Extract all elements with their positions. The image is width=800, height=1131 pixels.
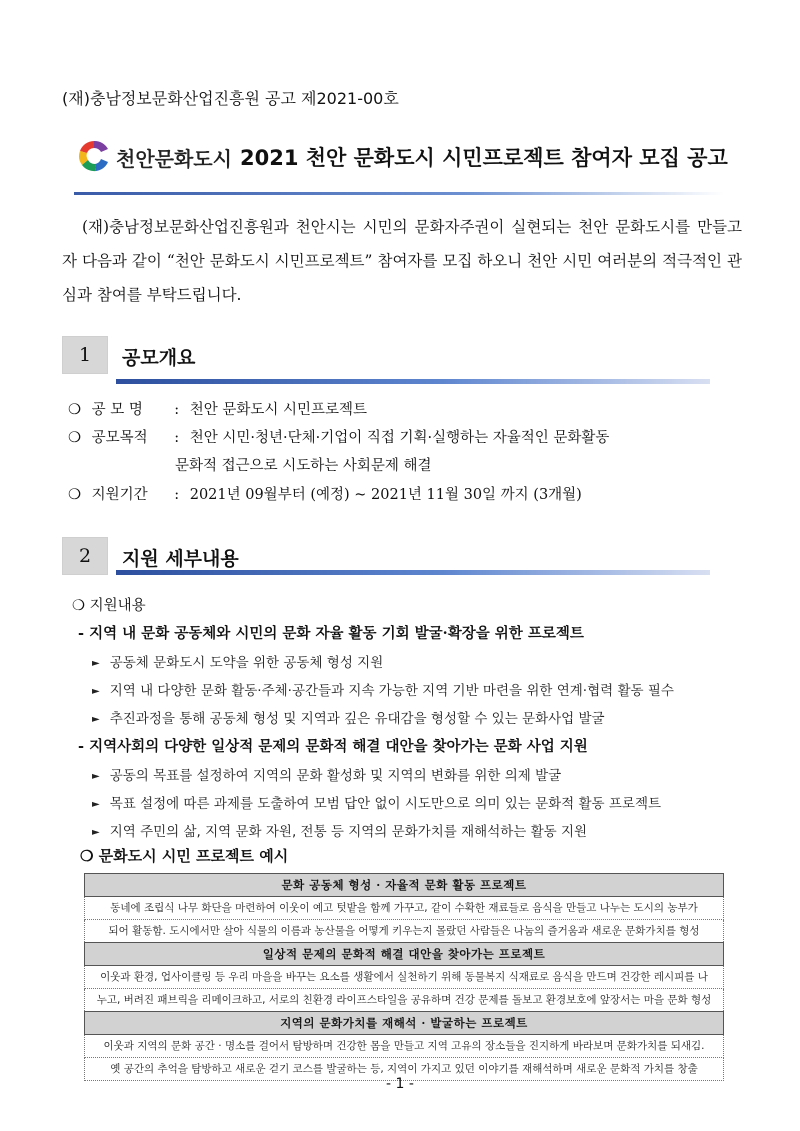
list-item: ► 지역 주민의 삶, 지역 문화 자원, 전통 등 지역의 문화가치를 재해석하는 활동 지원 [92, 824, 588, 840]
section-2-number: 2 [62, 537, 108, 575]
example-header: 일상적 문제의 문화적 해결 대안을 찾아가는 프로젝트 [85, 943, 724, 966]
list-item: ► 목표 설정에 따른 과제를 도출하여 모범 답안 없이 시도만으로 의미 있는 문화적 활동 프로젝트 [92, 796, 662, 812]
list-item: ► 공동체 문화도시 도약을 위한 공동체 형성 지원 [92, 655, 384, 671]
support-group-1-heading: - 지역 내 문화 공동체와 시민의 문화 자율 활동 기회 발굴·확장을 위한 프로젝트 [78, 625, 584, 642]
triangle-bullet-icon: ► [92, 714, 100, 725]
support-group-2-heading: - 지역사회의 다양한 일상적 문제의 문화적 해결 대안을 찾아가는 문화 사업 지원 [78, 738, 588, 755]
section-1-number: 1 [62, 336, 108, 374]
section-2-title: 지원 세부내용 [122, 548, 239, 570]
example-header: 지역의 문화가치를 재해석 · 발굴하는 프로젝트 [85, 1012, 724, 1035]
page-number: - 1 - [386, 1076, 414, 1092]
overview-item-purpose-line2: 문화적 접근으로 시도하는 사회문제 해결 [175, 458, 432, 474]
overview-item-purpose: ❍ 공모목적 : 천안 시민·청년·단체·기업이 직접 기획·실행하는 자율적인 문화활동 [68, 430, 610, 446]
support-label: ❍ 지원내용 [72, 598, 146, 614]
list-item: ► 추진과정을 통해 공동체 형성 및 지역과 깊은 유대감을 형성할 수 있는 문화사업 발굴 [92, 711, 605, 727]
example-table [84, 873, 724, 1081]
example-line: 동네에 조립식 나무 화단을 마련하여 이웃이 예고 텃밭을 함께 가꾸고, 같이 수확한 재료들로 음식을 만들고 나누는 도시의 농부가 [85, 897, 724, 920]
notice-number: (재)충남정보문화산업진흥원 공고 제2021-00호 [62, 89, 399, 108]
triangle-bullet-icon: ► [92, 686, 100, 697]
section-1-title: 공모개요 [122, 347, 196, 369]
list-item: ► 지역 내 다양한 문화 활동·주체·공간들과 지속 가능한 지역 기반 마련을 위한 연계·협력 활동 필수 [92, 683, 674, 699]
intro-paragraph [62, 210, 742, 312]
list-item: ► 공동의 목표를 설정하여 지역의 문화 활성화 및 지역의 변화를 위한 의제 발굴 [92, 768, 562, 784]
example-line: 누고, 버려진 패브릭을 리메이크하고, 서로의 친환경 라이프스타일을 공유하며 건강 문제를 돌보고 환경보호에 앞장서는 마을 문화 형성 [85, 989, 724, 1012]
example-header: 문화 공동체 형성 · 자율적 문화 활동 프로젝트 [85, 874, 724, 897]
title-divider [74, 192, 724, 195]
triangle-bullet-icon: ► [92, 827, 100, 838]
example-line: 이웃과 환경, 업사이클링 등 우리 마을을 바꾸는 요소를 생활에서 실천하기 위해 동물복지 식재료로 음식을 만드며 건강한 레시피를 나 [85, 966, 724, 989]
triangle-bullet-icon: ► [92, 799, 100, 810]
example-line: 이웃과 지역의 문화 공간 · 명소를 걸어서 탐방하며 건강한 몸을 만들고 지역 고유의 장소들을 진지하게 바라보며 문화가치를 되새김. [85, 1035, 724, 1058]
example-line: 되어 활동함. 도시에서만 살아 식물의 이름과 농산물을 어떻게 키우는지 몰랐던 사람들은 나눔의 즐거움과 새로운 문화가치를 형성 [85, 920, 724, 943]
triangle-bullet-icon: ► [92, 658, 100, 669]
overview-item-period: ❍ 지원기간 : 2021년 09월부터 (예정) ~ 2021년 11월 30일 까지 (3개월) [68, 487, 582, 503]
example-label: ❍ 문화도시 시민 프로젝트 예시 [80, 847, 289, 865]
logo-text: 천안문화도시 [116, 147, 232, 171]
triangle-bullet-icon: ► [92, 771, 100, 782]
page-title: 2021 천안 문화도시 시민프로젝트 참여자 모집 공고 [240, 146, 728, 170]
intro-text: (재)충남정보문화산업진흥원과 천안시는 시민의 문화자주권이 실현되는 천안 문화도시를 만들고자 다음과 같이 “천안 문화도시 시민프로젝트” 참여자를 모집 하오니 천안 시민 여러분의 적극적인 관심과 참여를 부탁드립니다. [62, 218, 742, 304]
logo-mark-icon [76, 138, 112, 174]
section-2-divider [116, 570, 710, 575]
section-1-divider [116, 379, 710, 384]
example-line: 옛 공간의 추억을 탐방하고 새로운 걷기 코스를 발굴하는 등, 지역이 가지고 있던 이야기를 재해석하며 새로운 문화적 가치를 창출 [85, 1058, 724, 1081]
overview-item-name: ❍ 공 모 명 : 천안 문화도시 시민프로젝트 [68, 402, 368, 418]
